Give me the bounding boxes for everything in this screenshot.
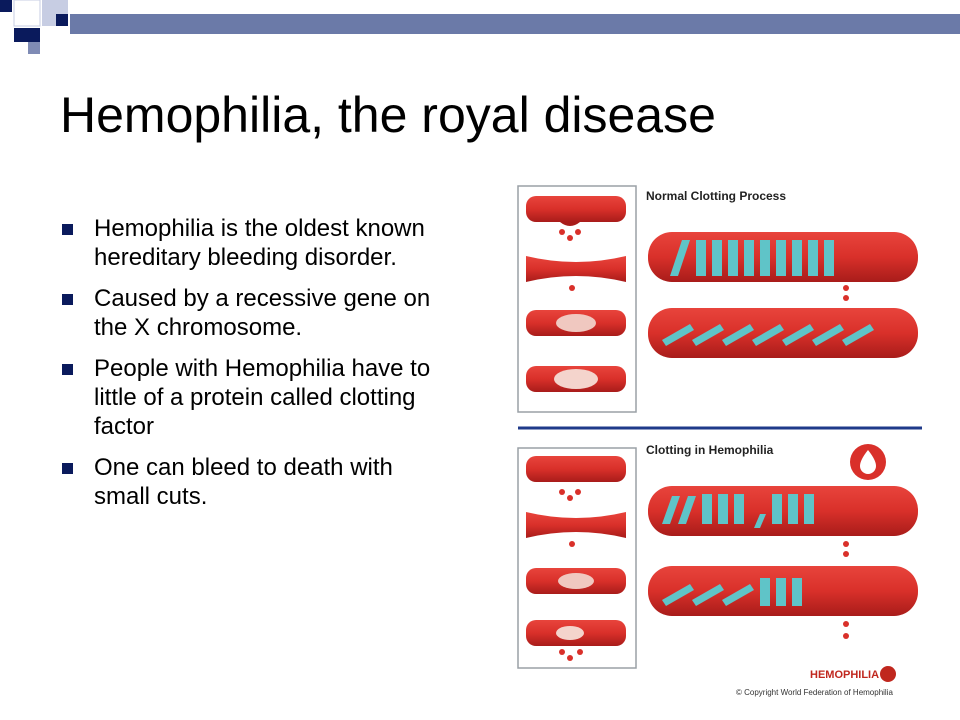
blood-drop-icon — [850, 444, 886, 480]
logo-text: HEMOPHILIA — [810, 669, 880, 681]
bullet-marker-icon — [62, 463, 73, 474]
deco-square — [14, 0, 40, 26]
vessel-icon — [526, 456, 626, 482]
bullet-text: Hemophilia is the oldest known hereditary bleeding disorder. — [94, 215, 425, 271]
bullet-text: One can bleed to death with small cuts. — [94, 454, 393, 510]
bullet-item — [62, 453, 442, 511]
bullet-marker-icon — [62, 364, 73, 375]
bullet-list — [62, 214, 442, 523]
bullet-item — [62, 354, 442, 441]
bullet-item — [62, 284, 442, 342]
deco-square — [28, 42, 40, 54]
deco-square — [56, 14, 68, 26]
header-bar — [70, 14, 960, 34]
bullet-text: People with Hemophilia have to little of a protein called clotting factor — [94, 355, 431, 440]
bullet-item — [62, 214, 442, 272]
bullet-text: Caused by a recessive gene on the X chromosome. — [94, 285, 431, 341]
vessel-icon — [526, 196, 626, 222]
deco-square — [0, 0, 12, 12]
wfh-logo — [810, 666, 896, 682]
normal-panel-title: Normal Clotting Process — [646, 189, 787, 203]
copyright-text: © Copyright World Federation of Hemophilia — [736, 688, 893, 697]
deco-square — [14, 28, 40, 42]
hemophilia-large-vessel-1 — [648, 486, 918, 557]
normal-large-vessel-2 — [648, 308, 918, 358]
header-decoration — [0, 0, 960, 60]
clot-icon — [556, 626, 584, 640]
slide-title: Hemophilia, the royal disease — [60, 87, 716, 143]
platelet-cluster-icon — [558, 573, 594, 589]
normal-large-vessel-1 — [648, 232, 918, 301]
bullet-marker-icon — [62, 224, 73, 235]
clotting-illustration — [510, 180, 930, 710]
bullet-marker-icon — [62, 294, 73, 305]
platelet-cluster-icon — [556, 314, 596, 332]
clot-icon — [554, 369, 598, 389]
hemophilia-panel-title: Clotting in Hemophilia — [646, 443, 774, 457]
hemophilia-large-vessel-2 — [648, 566, 918, 639]
